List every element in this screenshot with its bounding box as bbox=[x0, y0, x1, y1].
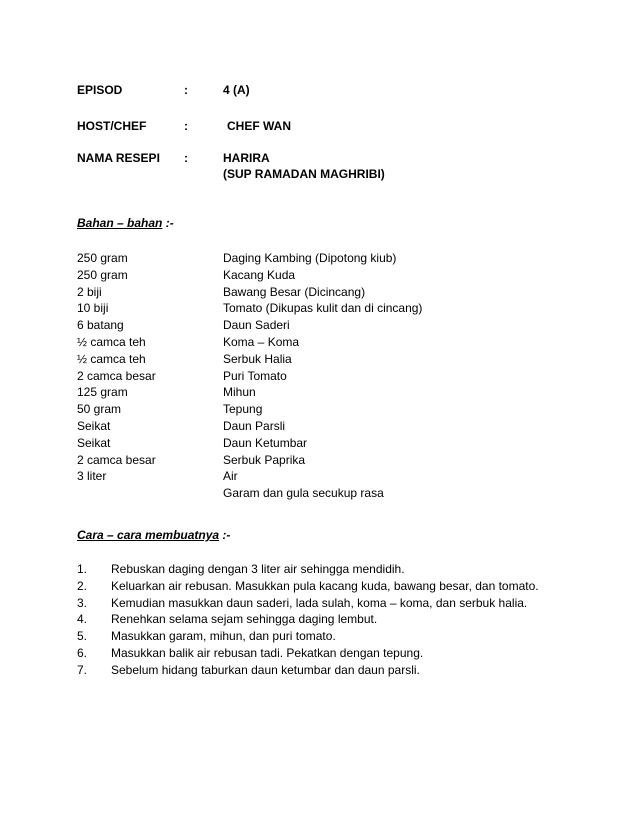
ingredient-name: Air bbox=[223, 469, 238, 484]
ingredient-name: Puri Tomato bbox=[223, 368, 287, 383]
host-value: CHEF WAN bbox=[227, 119, 291, 133]
ingredient-qty: 50 gram bbox=[77, 402, 122, 417]
step-row bbox=[77, 628, 597, 645]
ingredient-row bbox=[77, 435, 537, 452]
step-row bbox=[77, 662, 597, 679]
ingredient-row bbox=[77, 401, 537, 418]
host-colon: : bbox=[184, 119, 188, 133]
ingredients-heading-suffix: :- bbox=[162, 216, 174, 230]
ingredient-qty: 3 liter bbox=[77, 469, 107, 484]
host-label: HOST/CHEF bbox=[77, 119, 147, 133]
ingredients-list bbox=[77, 250, 537, 502]
resepi-value-line2: (SUP RAMADAN MAGHRIBI) bbox=[223, 167, 385, 181]
step-number: 6. bbox=[77, 645, 88, 660]
ingredient-name: Tomato (Dikupas kulit dan di cincang) bbox=[223, 301, 423, 316]
step-text: Rebuskan daging dengan 3 liter air sehingga mendidih. bbox=[111, 562, 405, 576]
step-text: Keluarkan air rebusan. Masukkan pula kacang kuda, bawang besar, dan tomato. bbox=[111, 578, 539, 593]
ingredient-name: Daging Kambing (Dipotong kiub) bbox=[223, 251, 397, 265]
ingredient-qty: 2 camca besar bbox=[77, 368, 156, 383]
ingredient-name: Tepung bbox=[223, 402, 263, 417]
ingredient-qty: 10 biji bbox=[77, 301, 109, 316]
ingredient-name: Garam dan gula secukup rasa bbox=[223, 486, 384, 501]
ingredient-row bbox=[77, 418, 537, 435]
step-number: 2. bbox=[77, 578, 88, 593]
step-number: 1. bbox=[77, 562, 88, 576]
ingredient-row bbox=[77, 485, 537, 502]
ingredient-name: Daun Ketumbar bbox=[223, 435, 308, 450]
ingredient-name: Koma – Koma bbox=[223, 334, 300, 349]
ingredient-qty: 125 gram bbox=[77, 385, 128, 400]
method-heading-text: Cara – cara membuatnya bbox=[77, 528, 220, 542]
ingredient-row bbox=[77, 250, 537, 267]
method-steps bbox=[77, 561, 597, 679]
method-heading bbox=[77, 528, 230, 542]
step-text: Masukkan balik air rebusan tadi. Pekatkan dengan tepung. bbox=[111, 645, 424, 660]
step-number: 4. bbox=[77, 612, 88, 627]
ingredient-qty: ½ camca teh bbox=[77, 334, 146, 349]
ingredient-qty: 2 camca besar bbox=[77, 452, 156, 467]
method-heading-suffix: :- bbox=[219, 528, 231, 542]
ingredient-qty: ½ camca teh bbox=[77, 351, 146, 366]
ingredient-row bbox=[77, 317, 537, 334]
ingredient-row bbox=[77, 351, 537, 368]
step-row bbox=[77, 611, 597, 628]
ingredient-name: Mihun bbox=[223, 385, 256, 400]
ingredient-row bbox=[77, 384, 537, 401]
ingredient-qty: 250 gram bbox=[77, 267, 128, 282]
ingredient-name: Serbuk Halia bbox=[223, 351, 292, 366]
ingredient-row bbox=[77, 300, 537, 317]
ingredient-row bbox=[77, 267, 537, 284]
ingredient-name: Bawang Besar (Dicincang) bbox=[223, 284, 366, 299]
episod-value: 4 (A) bbox=[223, 83, 250, 97]
ingredient-name: Kacang Kuda bbox=[223, 267, 296, 282]
step-row bbox=[77, 595, 597, 612]
step-text: Masukkan garam, mihun, dan puri tomato. bbox=[111, 629, 336, 644]
resepi-colon: : bbox=[184, 151, 188, 165]
ingredients-heading bbox=[77, 216, 174, 230]
ingredients-heading-text: Bahan – bahan bbox=[77, 216, 163, 230]
step-text: Kemudian masukkan daun saderi, lada sulah, koma – koma, dan serbuk halia. bbox=[111, 595, 528, 610]
step-row bbox=[77, 561, 597, 578]
step-number: 5. bbox=[77, 629, 88, 644]
ingredient-qty: Seikat bbox=[77, 418, 111, 433]
ingredient-name: Serbuk Paprika bbox=[223, 452, 306, 467]
resepi-value-line1: HARIRA bbox=[223, 151, 270, 165]
step-text: Sebelum hidang taburkan daun ketumbar dan daun parsli. bbox=[111, 662, 420, 677]
ingredient-row bbox=[77, 284, 537, 301]
step-number: 7. bbox=[77, 662, 88, 677]
ingredient-row bbox=[77, 468, 537, 485]
ingredient-qty: 2 biji bbox=[77, 284, 102, 299]
ingredient-row bbox=[77, 452, 537, 469]
ingredient-row bbox=[77, 334, 537, 351]
ingredient-name: Daun Parsli bbox=[223, 418, 286, 433]
ingredient-row bbox=[77, 368, 537, 385]
step-number: 3. bbox=[77, 595, 88, 610]
ingredient-qty: Seikat bbox=[77, 435, 111, 450]
ingredient-name: Daun Saderi bbox=[223, 318, 290, 333]
step-row bbox=[77, 645, 597, 662]
step-text: Renehkan selama sejam sehingga daging lembut. bbox=[111, 612, 378, 627]
step-row bbox=[77, 578, 597, 595]
episod-label: EPISOD bbox=[77, 83, 123, 97]
ingredient-qty: 6 batang bbox=[77, 318, 124, 333]
ingredient-qty: 250 gram bbox=[77, 251, 128, 265]
episod-colon: : bbox=[184, 83, 188, 97]
resepi-label: NAMA RESEPI bbox=[77, 151, 160, 165]
